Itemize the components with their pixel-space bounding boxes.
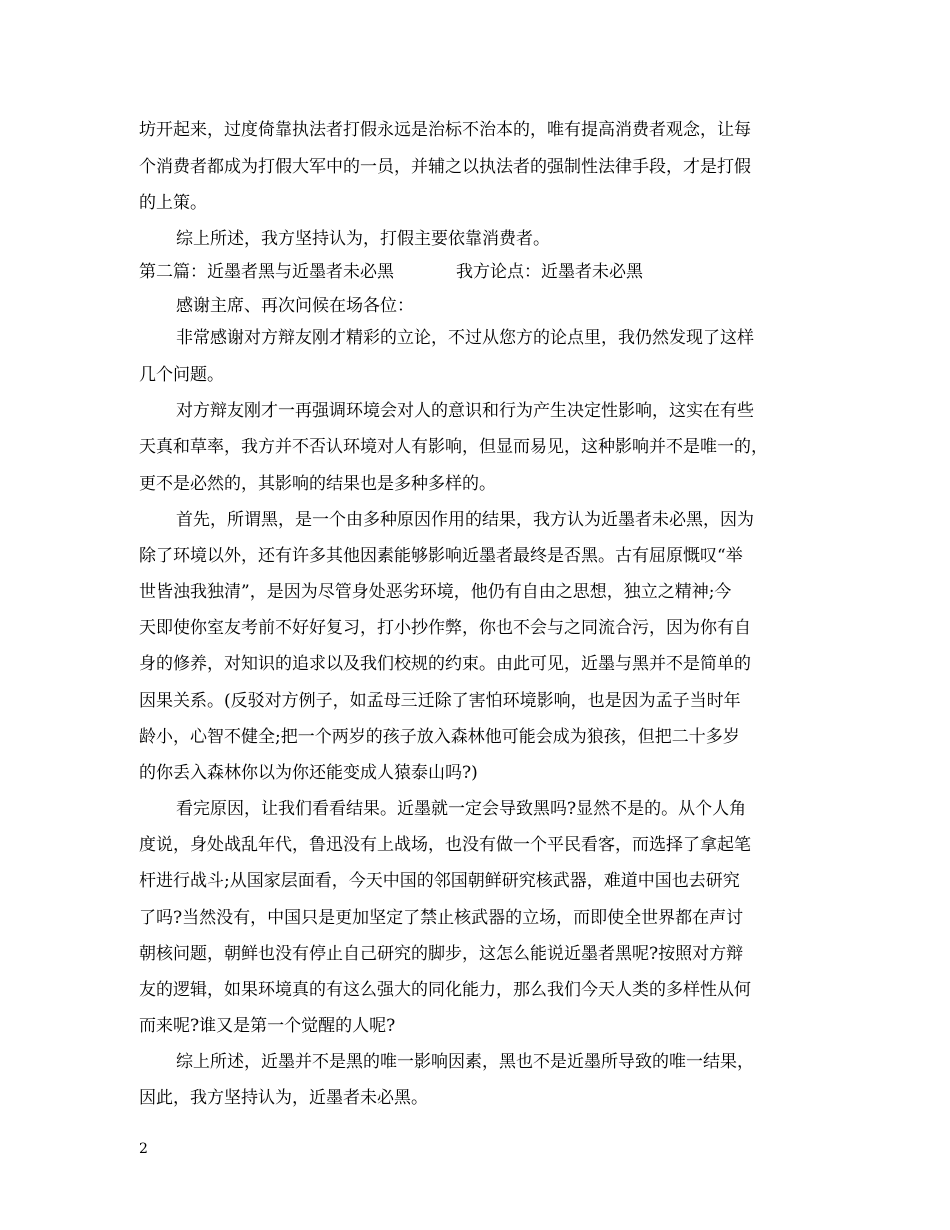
text-line: 度说，身处战乱年代，鲁迅没有上战场，也没有做一个平民看客，而选择了拿起笔	[139, 835, 751, 855]
section-position: 我方论点：近墨者未必黑	[456, 262, 643, 282]
text-line: 而来呢?谁又是第一个觉醒的人呢?	[139, 1016, 396, 1036]
text-line: 的你丢入森林你以为你还能变成人猿泰山吗?)	[139, 763, 478, 783]
text-line: 首先，所谓黑，是一个由多种原因作用的结果，我方认为近墨者未必黑，因为	[176, 510, 754, 530]
text-line: 世皆浊我独清”，是因为尽管身处恶劣环境，他仍有自由之思想，独立之精神;今	[139, 582, 732, 602]
text-line: 因果关系。(反驳对方例子，如孟母三迁除了害怕环境影响，也是因为孟子当时年	[139, 691, 741, 711]
text-line: 更不是必然的，其影响的结果也是多种多样的。	[139, 474, 496, 494]
text-line: 非常感谢对方辩友刚才精彩的立论，不过从您方的论点里，我仍然发现了这样	[176, 328, 754, 348]
text-line: 感谢主席、再次问候在场各位：	[176, 296, 414, 316]
text-line: 看完原因，让我们看看结果。近墨就一定会导致黑吗?显然不是的。从个人角	[176, 799, 747, 819]
text-line: 坊开起来，过度倚靠执法者打假永远是治标不治本的，唯有提高消费者观念，让每	[139, 120, 751, 140]
text-line: 杆进行战斗;从国家层面看，今天中国的邻国朝鲜研究核武器，难道中国也去研究	[139, 871, 740, 891]
text-line: 几个问题。	[139, 365, 224, 385]
text-line: 因此，我方坚持认为，近墨者未必黑。	[139, 1088, 428, 1108]
section-heading: 第二篇：近墨者黑与近墨者未必黑	[139, 262, 394, 282]
text-line: 身的修养，对知识的追求以及我们校规的约束。由此可见，近墨与黑并不是简单的	[139, 654, 751, 674]
text-line: 朝核问题，朝鲜也没有停止自己研究的脚步，这怎么能说近墨者黑呢?按照对方辩	[139, 944, 744, 964]
page-number: 2	[139, 1141, 148, 1157]
text-line: 天即使你室友考前不好好复习，打小抄作弊，你也不会与之同流合污，因为你有自	[139, 618, 751, 638]
text-line: 了吗?当然没有，中国只是更加坚定了禁止核武器的立场，而即使全世界都在声讨	[139, 908, 744, 928]
text-line: 对方辩友刚才一再强调环境会对人的意识和行为产生决定性影响，这实在有些	[176, 401, 754, 421]
text-line: 友的逻辑，如果环境真的有这么强大的同化能力，那么我们今天人类的多样性从何	[139, 980, 751, 1000]
text-line: 龄小，心智不健全;把一个两岁的孩子放入森林他可能会成为狼孩，但把二十多岁	[139, 727, 740, 747]
text-line: 综上所述，我方坚持认为，打假主要依靠消费者。	[176, 229, 550, 249]
text-line: 个消费者都成为打假大军中的一员，并辅之以执法者的强制性法律手段，才是打假	[139, 157, 751, 177]
text-line: 除了环境以外，还有许多其他因素能够影响近墨者最终是否黑。古有屈原慨叹“举	[139, 546, 743, 566]
text-line: 天真和草率，我方并不否认环境对人有影响，但显而易见，这种影响并不是唯一的，	[139, 437, 768, 457]
text-line: 的上策。	[139, 193, 207, 213]
text-line: 综上所述，近墨并不是黑的唯一影响因素，黑也不是近墨所导致的唯一结果，	[176, 1052, 754, 1072]
